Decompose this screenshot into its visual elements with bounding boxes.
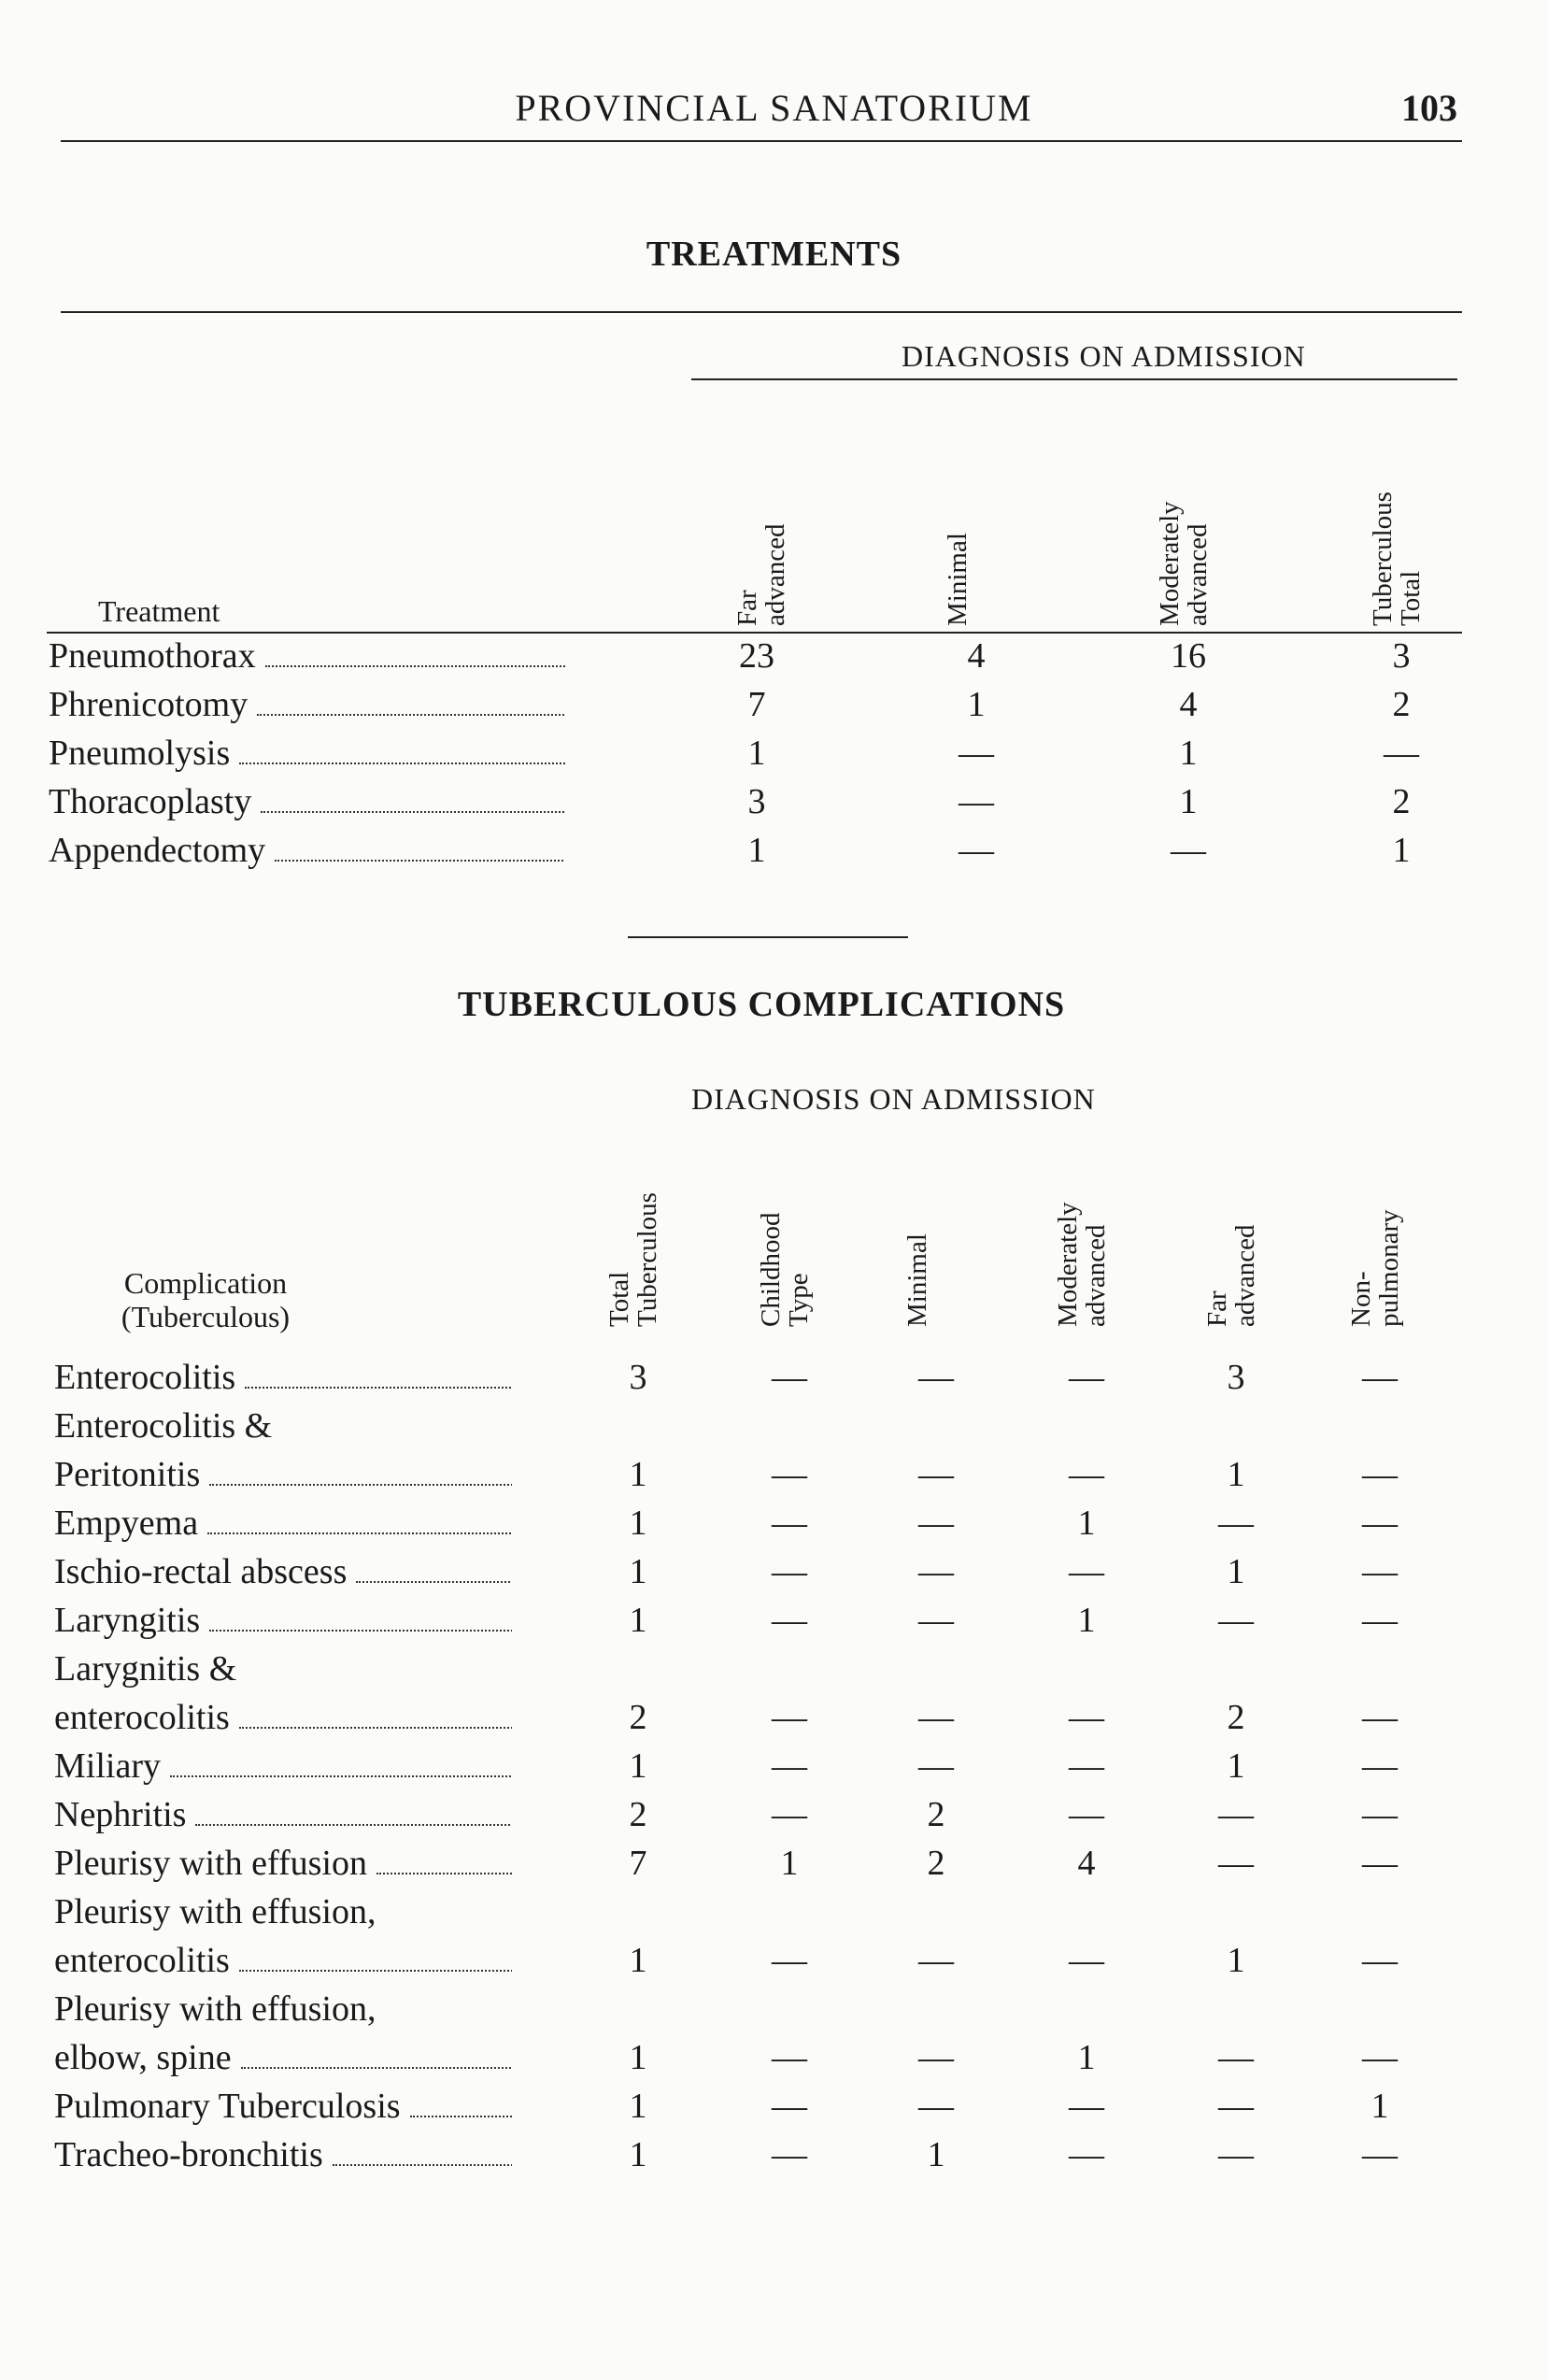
complication-label [54, 1940, 512, 1981]
complication-label [54, 1843, 512, 1884]
table-cell: — [918, 1601, 954, 1640]
table-cell: — [1171, 831, 1206, 870]
treatments-group-rule [691, 378, 1457, 380]
row-label-text: Pulmonary Tuberculosis [54, 2087, 406, 2126]
table-cell: 1 [927, 2135, 945, 2174]
column-header-line: pulmonary [1374, 1209, 1404, 1327]
row-label-text: enterocolitis [54, 1698, 235, 1737]
table-cell: 1 [747, 831, 766, 870]
complication-label [54, 1600, 512, 1641]
complication-label [54, 2086, 512, 2127]
table-cell: 1 [967, 685, 986, 724]
complication-label [54, 1405, 512, 1447]
treatments-column-header [1156, 501, 1212, 626]
table-cell: — [1069, 1358, 1104, 1397]
row-label-text: Peritonitis [54, 1455, 206, 1494]
table-cell: — [918, 2087, 954, 2126]
table-cell: — [959, 782, 994, 821]
section-divider [628, 936, 908, 938]
table-cell: — [1384, 734, 1419, 773]
table-cell: — [1069, 1941, 1104, 1980]
complication-label [54, 1454, 512, 1495]
table-cell: — [772, 1746, 807, 1786]
table-cell: — [918, 1746, 954, 1786]
leader-dots [245, 1386, 512, 1389]
complications-column-header [1347, 1209, 1403, 1327]
table-cell: 2 [629, 1795, 647, 1834]
table-cell: 1 [629, 1746, 647, 1786]
leader-dots [356, 1580, 512, 1583]
table-cell: — [1069, 1746, 1104, 1786]
row-label-text: Ischio-rectal abscess [54, 1552, 352, 1591]
table-cell: — [1069, 2087, 1104, 2126]
leader-dots [275, 859, 565, 862]
table-cell: — [1069, 2135, 1104, 2174]
treatment-label [49, 781, 565, 822]
row-label-text: Enterocolitis [54, 1358, 241, 1397]
row-label-text: Pneumothorax [49, 636, 262, 676]
table-cell: 3 [1392, 636, 1411, 676]
leader-dots [239, 1969, 512, 1972]
leader-dots [239, 1726, 512, 1729]
table-cell: — [1362, 1746, 1398, 1786]
table-cell: 1 [629, 2135, 647, 2174]
column-header-line: advanced [760, 523, 790, 626]
column-header-line: advanced [1081, 1224, 1111, 1327]
table-cell: 1 [629, 1552, 647, 1591]
treatments-row-header: Treatment [98, 594, 220, 628]
treatments-column-header [1369, 492, 1425, 626]
table-cell: 1 [629, 1455, 647, 1494]
table-cell: — [1362, 1844, 1398, 1883]
column-header-line: Moderately [1053, 1202, 1083, 1327]
complication-label [54, 1357, 512, 1398]
complication-label [54, 1746, 512, 1787]
row-label-text: Tracheo-bronchitis [54, 2135, 329, 2174]
row-label-text: Nephritis [54, 1795, 192, 1834]
header-rule [61, 140, 1462, 142]
treatments-heading: TREATMENTS [646, 235, 902, 274]
leader-dots [257, 713, 565, 716]
row-label-text: Pleurisy with effusion, [54, 1989, 381, 2029]
table-cell: — [1218, 1601, 1254, 1640]
column-header-line: Total [604, 1271, 634, 1327]
treatment-label [49, 830, 565, 871]
column-header-line: Far [1202, 1290, 1232, 1327]
table-cell: 1 [780, 1844, 799, 1883]
column-header-line: advanced [1183, 523, 1213, 626]
row-label-text: Pleurisy with effusion, [54, 1892, 381, 1931]
complication-label [54, 1891, 512, 1932]
running-header-title: PROVINCIAL SANATORIUM [515, 87, 1033, 129]
table-cell: — [918, 1504, 954, 1543]
table-cell: — [918, 1358, 954, 1397]
leader-dots [195, 1823, 512, 1826]
table-cell: 2 [629, 1698, 647, 1737]
column-header-line: Non- [1346, 1271, 1376, 1327]
complications-heading: TUBERCULOUS COMPLICATIONS [457, 985, 1066, 1024]
table-cell: — [1218, 2038, 1254, 2077]
row-label-text: Larygnitis & [54, 1649, 242, 1689]
table-cell: 3 [629, 1358, 647, 1397]
leader-dots [239, 762, 565, 764]
column-header-line: Total [1396, 570, 1426, 626]
complications-column-header [1054, 1202, 1110, 1327]
column-header-line: Far [732, 590, 762, 626]
leader-dots [376, 1872, 512, 1874]
table-cell: — [1362, 1941, 1398, 1980]
row-label-text: Thoracoplasty [49, 782, 257, 821]
table-cell: — [1362, 1504, 1398, 1543]
treatments-header-rule [47, 632, 1462, 634]
complication-label [54, 1648, 512, 1689]
complications-row-header [93, 1266, 318, 1333]
column-header-line: advanced [1230, 1224, 1260, 1327]
column-header-line: Tuberculous [632, 1192, 662, 1327]
leader-dots [410, 2115, 512, 2117]
table-cell: 1 [1077, 1601, 1096, 1640]
row-label-text: enterocolitis [54, 1941, 235, 1980]
table-cell: 7 [747, 685, 766, 724]
table-cell: — [918, 1552, 954, 1591]
table-cell: — [1069, 1455, 1104, 1494]
complication-label [54, 1794, 512, 1835]
table-cell: 1 [629, 1504, 647, 1543]
treatments-column-header [733, 524, 789, 627]
leader-dots [207, 1532, 512, 1534]
table-cell: — [1362, 1698, 1398, 1737]
table-cell: 1 [629, 2038, 647, 2077]
table-cell: — [772, 1795, 807, 1834]
row-header-line-2: (Tuberculous) [121, 1300, 291, 1333]
table-cell: — [772, 1698, 807, 1737]
table-cell: — [772, 1504, 807, 1543]
table-cell: — [772, 2087, 807, 2126]
table-cell: — [1362, 1358, 1398, 1397]
treatment-label [49, 733, 565, 774]
table-cell: 2 [927, 1795, 945, 1834]
leader-dots [241, 2066, 512, 2069]
table-cell: 3 [747, 782, 766, 821]
table-cell: 1 [1370, 2087, 1389, 2126]
column-header-line: Childhood [756, 1212, 786, 1327]
complication-label [54, 1697, 512, 1738]
complication-label [54, 1551, 512, 1592]
table-cell: 1 [1227, 1552, 1245, 1591]
leader-dots [209, 1483, 512, 1486]
table-cell: — [1218, 1504, 1254, 1543]
complication-label [54, 1503, 512, 1544]
table-cell: — [1069, 1795, 1104, 1834]
row-label-text: Empyema [54, 1504, 204, 1543]
page-number: 103 [1401, 87, 1457, 129]
column-header-line: Moderately [1155, 501, 1185, 626]
complications-column-header [757, 1213, 813, 1327]
complications-column-header [605, 1192, 661, 1327]
row-label-text: Pleurisy with effusion [54, 1844, 373, 1883]
table-cell: 1 [1227, 1746, 1245, 1786]
table-cell: 16 [1171, 636, 1206, 676]
table-cell: 1 [1227, 1455, 1245, 1494]
row-header-line-1: Complication [123, 1266, 288, 1300]
row-label-text: Enterocolitis & [54, 1406, 277, 1446]
table-cell: 1 [1227, 1941, 1245, 1980]
table-cell: 1 [747, 734, 766, 773]
treatments-group-label: DIAGNOSIS ON ADMISSION [902, 339, 1306, 373]
leader-dots [261, 810, 565, 813]
table-cell: 1 [1179, 734, 1198, 773]
table-cell: 1 [629, 2087, 647, 2126]
table-cell: 1 [1077, 1504, 1096, 1543]
table-cell: — [918, 1698, 954, 1737]
column-header-line: Tuberculous [1368, 492, 1398, 626]
table-cell: — [1218, 2087, 1254, 2126]
table-cell: 2 [1392, 685, 1411, 724]
table-cell: 4 [967, 636, 986, 676]
table-cell: 2 [1392, 782, 1411, 821]
table-cell: 3 [1227, 1358, 1245, 1397]
table-cell: 1 [1392, 831, 1411, 870]
treatments-top-rule [61, 311, 1462, 313]
table-cell: — [772, 1455, 807, 1494]
table-cell: — [1069, 1552, 1104, 1591]
table-cell: 1 [1179, 782, 1198, 821]
row-label-text: Laryngitis [54, 1601, 206, 1640]
complication-label [54, 1988, 512, 2030]
row-label-text: elbow, spine [54, 2038, 237, 2077]
row-label-text: Miliary [54, 1746, 166, 1786]
row-label-text: Phrenicotomy [49, 685, 253, 724]
complication-label [54, 2134, 512, 2175]
leader-dots [170, 1774, 512, 1777]
column-header-line: Minimal [902, 1233, 932, 1327]
table-cell: — [772, 1601, 807, 1640]
row-label-text: Pneumolysis [49, 734, 235, 773]
leader-dots [265, 664, 565, 667]
table-cell: — [1362, 1601, 1398, 1640]
treatment-label [49, 684, 565, 725]
complications-group-label: DIAGNOSIS ON ADMISSION [691, 1082, 1096, 1116]
table-cell: — [1218, 1844, 1254, 1883]
table-cell: 2 [1227, 1698, 1245, 1737]
table-cell: 1 [629, 1601, 647, 1640]
complication-label [54, 2037, 512, 2078]
table-cell: — [959, 831, 994, 870]
table-cell: 23 [739, 636, 774, 676]
table-cell: 4 [1179, 685, 1198, 724]
table-cell: — [959, 734, 994, 773]
table-cell: — [772, 2038, 807, 2077]
leader-dots [209, 1629, 512, 1632]
table-cell: — [772, 1358, 807, 1397]
table-cell: — [1362, 2135, 1398, 2174]
row-label-text: Appendectomy [49, 831, 271, 870]
table-cell: — [1362, 2038, 1398, 2077]
column-header-line: Type [784, 1273, 814, 1327]
table-cell: 2 [927, 1844, 945, 1883]
table-cell: — [772, 1941, 807, 1980]
table-cell: — [772, 2135, 807, 2174]
table-cell: — [918, 1455, 954, 1494]
table-cell: — [772, 1552, 807, 1591]
table-cell: — [1218, 2135, 1254, 2174]
table-cell: — [918, 2038, 954, 2077]
table-cell: 4 [1077, 1844, 1096, 1883]
table-cell: — [1362, 1795, 1398, 1834]
table-cell: 7 [629, 1844, 647, 1883]
complications-column-header [1203, 1225, 1259, 1328]
table-cell: — [1218, 1795, 1254, 1834]
table-cell: — [1362, 1455, 1398, 1494]
table-cell: — [918, 1941, 954, 1980]
table-cell: — [1362, 1552, 1398, 1591]
treatment-label [49, 635, 565, 677]
leader-dots [333, 2163, 512, 2166]
complications-column-header [903, 1233, 931, 1327]
table-cell: — [1069, 1698, 1104, 1737]
table-cell: 1 [629, 1941, 647, 1980]
column-header-line: Minimal [943, 533, 973, 626]
treatments-column-header [944, 533, 972, 626]
table-cell: 1 [1077, 2038, 1096, 2077]
